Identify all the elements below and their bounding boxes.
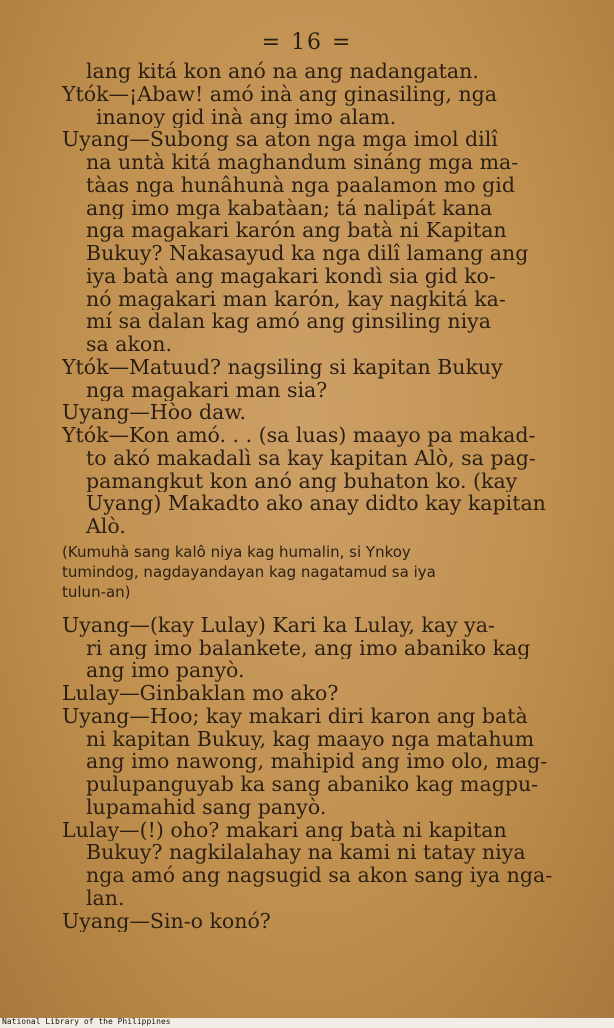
- text-line: na untà kitá maghandum sináng mga ma-: [86, 151, 519, 174]
- text-line: Bukuy? nagkilalahay na kami ni tatay niya: [86, 841, 526, 864]
- page-number: = 16 =: [261, 30, 353, 55]
- text-line: inanoy gid inà ang imo alam.: [96, 105, 397, 129]
- stage-direction: (Kumuhà sang kalô niya kag humalin, si Ynkoy: [62, 542, 411, 561]
- text-line: Uyang—(kay Lulay) Kari ka Lulay, kay ya-: [62, 613, 495, 637]
- text-line: ang imo mga kabatàan; tá nalipát kana: [86, 196, 493, 220]
- text-line: Uyang—Hòo daw.: [62, 401, 246, 424]
- text-line: nga magakari karón ang batà ni Kapitan: [86, 219, 507, 242]
- text-line: Uyang—Subong sa aton nga mga imol dilî: [62, 128, 498, 151]
- stage-direction: tulun-an): [62, 582, 131, 601]
- text-line: ri ang imo balankete, ang imo abaniko kag: [86, 636, 531, 660]
- text-line: nó magakari man karón, kay nagkitá ka-: [86, 287, 506, 311]
- text-line: Ytók—Matuud? nagsiling si kapitan Bukuy: [62, 355, 503, 379]
- text-line: mí sa dalan kag amó ang ginsiling niya: [86, 310, 491, 333]
- text-line: Uyang) Makadto ako anay didto kay kapitan: [86, 492, 546, 515]
- text-line: pamangkut kon anó ang buhaton ko. (kay: [86, 469, 518, 493]
- text-line: sa akon.: [86, 333, 172, 356]
- text-line: Lulay—(!) oho? makari ang batà ni kapitan: [62, 818, 507, 842]
- text-line: pulupanguyab ka sang abaniko kag magpu-: [86, 773, 539, 796]
- text-line: Ytók—Kon amó. . . (sa luas) maayo pa makad-: [62, 424, 536, 447]
- text-line: nga amó ang nagsugid sa akon sang iya nga-: [86, 864, 553, 887]
- text-line: nga magakari man sia?: [86, 378, 328, 402]
- text-body: [62, 60, 572, 932]
- text-line: ni kapitan Bukuy, kag maayo nga matahum: [86, 727, 535, 751]
- text-line: lupamahid sang panyò.: [86, 795, 327, 819]
- text-line: Ytók—¡Abaw! amó inà ang ginasiling, nga: [62, 82, 498, 106]
- text-line: Uyang—Hoo; kay makari diri karon ang batà: [62, 704, 528, 728]
- text-line: ang imo panyò.: [86, 659, 245, 682]
- text-line: lang kitá kon anó na ang nadangatan.: [86, 60, 479, 83]
- library-credit: National Library of the Philippines: [2, 1017, 171, 1026]
- text-line: to akó makadalì sa kay kapitan Alò, sa pag-: [86, 446, 536, 470]
- text-line: ang imo nawong, mahipid ang imo olo, mag-: [86, 750, 548, 773]
- text-line: Uyang—Sin-o konó?: [62, 909, 271, 933]
- text-line: Alò.: [86, 515, 126, 538]
- text-line: Lulay—Ginbaklan mo ako?: [62, 682, 339, 705]
- stage-direction: tumindog, nagdayandayan kag nagatamud sa iya: [62, 562, 436, 581]
- text-line: lan.: [86, 886, 125, 910]
- text-line: iya batà ang magakari kondì sia gid ko-: [86, 264, 496, 288]
- text-line: Bukuy? Nakasayud ka nga dilî lamang ang: [86, 242, 529, 265]
- text-line: tàas nga hunâhunà nga paalamon mo gid: [86, 173, 515, 197]
